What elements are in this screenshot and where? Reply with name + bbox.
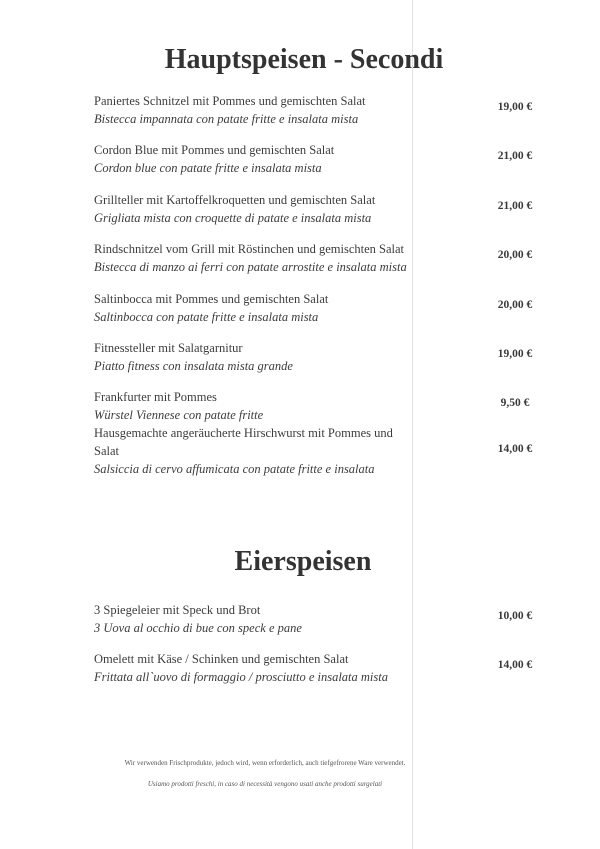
item-name-de: Fitnessteller mit Salatgarnitur xyxy=(94,341,243,355)
item-price: 21,00 € xyxy=(497,200,533,212)
item-name-de: Saltinbocca mit Pommes und gemischten Salat xyxy=(94,292,329,306)
item-name-de: Cordon Blue mit Pommes und gemischten Salat xyxy=(94,143,335,157)
item-price: 14,00 € xyxy=(497,659,533,671)
item-name-de: 3 Spiegeleier mit Speck und Brot xyxy=(94,603,261,617)
menu-item xyxy=(94,92,424,128)
item-price: 14,00 € xyxy=(497,443,533,455)
item-name-it: Würstel Viennese con patate fritte xyxy=(94,408,264,422)
item-name-it: Salsiccia di cervo affumicata con patate fritte e insalata xyxy=(94,462,375,476)
item-name-it: Saltinbocca con patate fritte e insalata mista xyxy=(94,310,319,324)
item-name-de: Omelett mit Käse / Schinken und gemischten Salat xyxy=(94,652,349,666)
item-price: 20,00 € xyxy=(497,299,533,311)
item-name-de: Paniertes Schnitzel mit Pommes und gemischten Salat xyxy=(94,94,366,108)
item-price: 19,00 € xyxy=(497,101,533,113)
menu-item xyxy=(94,339,424,375)
footer-note-it: Usiamo prodotti freschi, in caso di necessità vengono usati anche prodotti surgelati xyxy=(147,780,383,788)
item-name-it: 3 Uova al occhio di bue con speck e pane xyxy=(94,621,302,635)
menu-item xyxy=(94,424,424,478)
menu-item xyxy=(94,191,424,227)
menu-item xyxy=(94,141,424,177)
menu-item xyxy=(94,290,424,326)
menu-item xyxy=(94,650,424,686)
item-name-it: Piatto fitness con insalata mista grande xyxy=(94,359,293,373)
menu-item xyxy=(94,601,424,637)
item-price: 10,00 € xyxy=(497,610,533,622)
section-title-eierspeisen: Eierspeisen xyxy=(234,546,372,577)
item-name-de: Grillteller mit Kartoffelkroquetten und gemischten Salat xyxy=(94,193,376,207)
item-name-it: Bistecca impannata con patate fritte e insalata mista xyxy=(94,112,359,126)
item-price: 19,00 € xyxy=(497,348,533,360)
item-price: 9,50 € xyxy=(500,397,530,409)
item-name-de: Hausgemachte angeräucherte Hirschwurst mit Pommes und Salat xyxy=(94,426,393,458)
item-name-de: Frankfurter mit Pommes xyxy=(94,390,217,404)
item-name-de: Rindschnitzel vom Grill mit Röstinchen und gemischten Salat xyxy=(94,242,405,256)
section-title-hauptspeisen: Hauptspeisen - Secondi xyxy=(164,44,444,75)
item-name-it: Grigliata mista con croquette di patate e insalata mista xyxy=(94,211,372,225)
item-name-it: Cordon blue con patate fritte e insalata mista xyxy=(94,161,322,175)
item-name-it: Bistecca di manzo ai ferri con patate arrostite e insalata mista xyxy=(94,260,407,274)
footer-note-de: Wir verwenden Frischprodukte, jedoch wird, wenn erforderlich, auch tiefgefrorene Ware verwendet. xyxy=(124,759,406,767)
menu-item xyxy=(94,388,424,424)
item-name-it: Frittata all`uovo di formaggio / prosciutto e insalata mista xyxy=(94,670,388,684)
item-price: 21,00 € xyxy=(497,150,533,162)
menu-item xyxy=(94,240,424,276)
item-price: 20,00 € xyxy=(497,249,533,261)
